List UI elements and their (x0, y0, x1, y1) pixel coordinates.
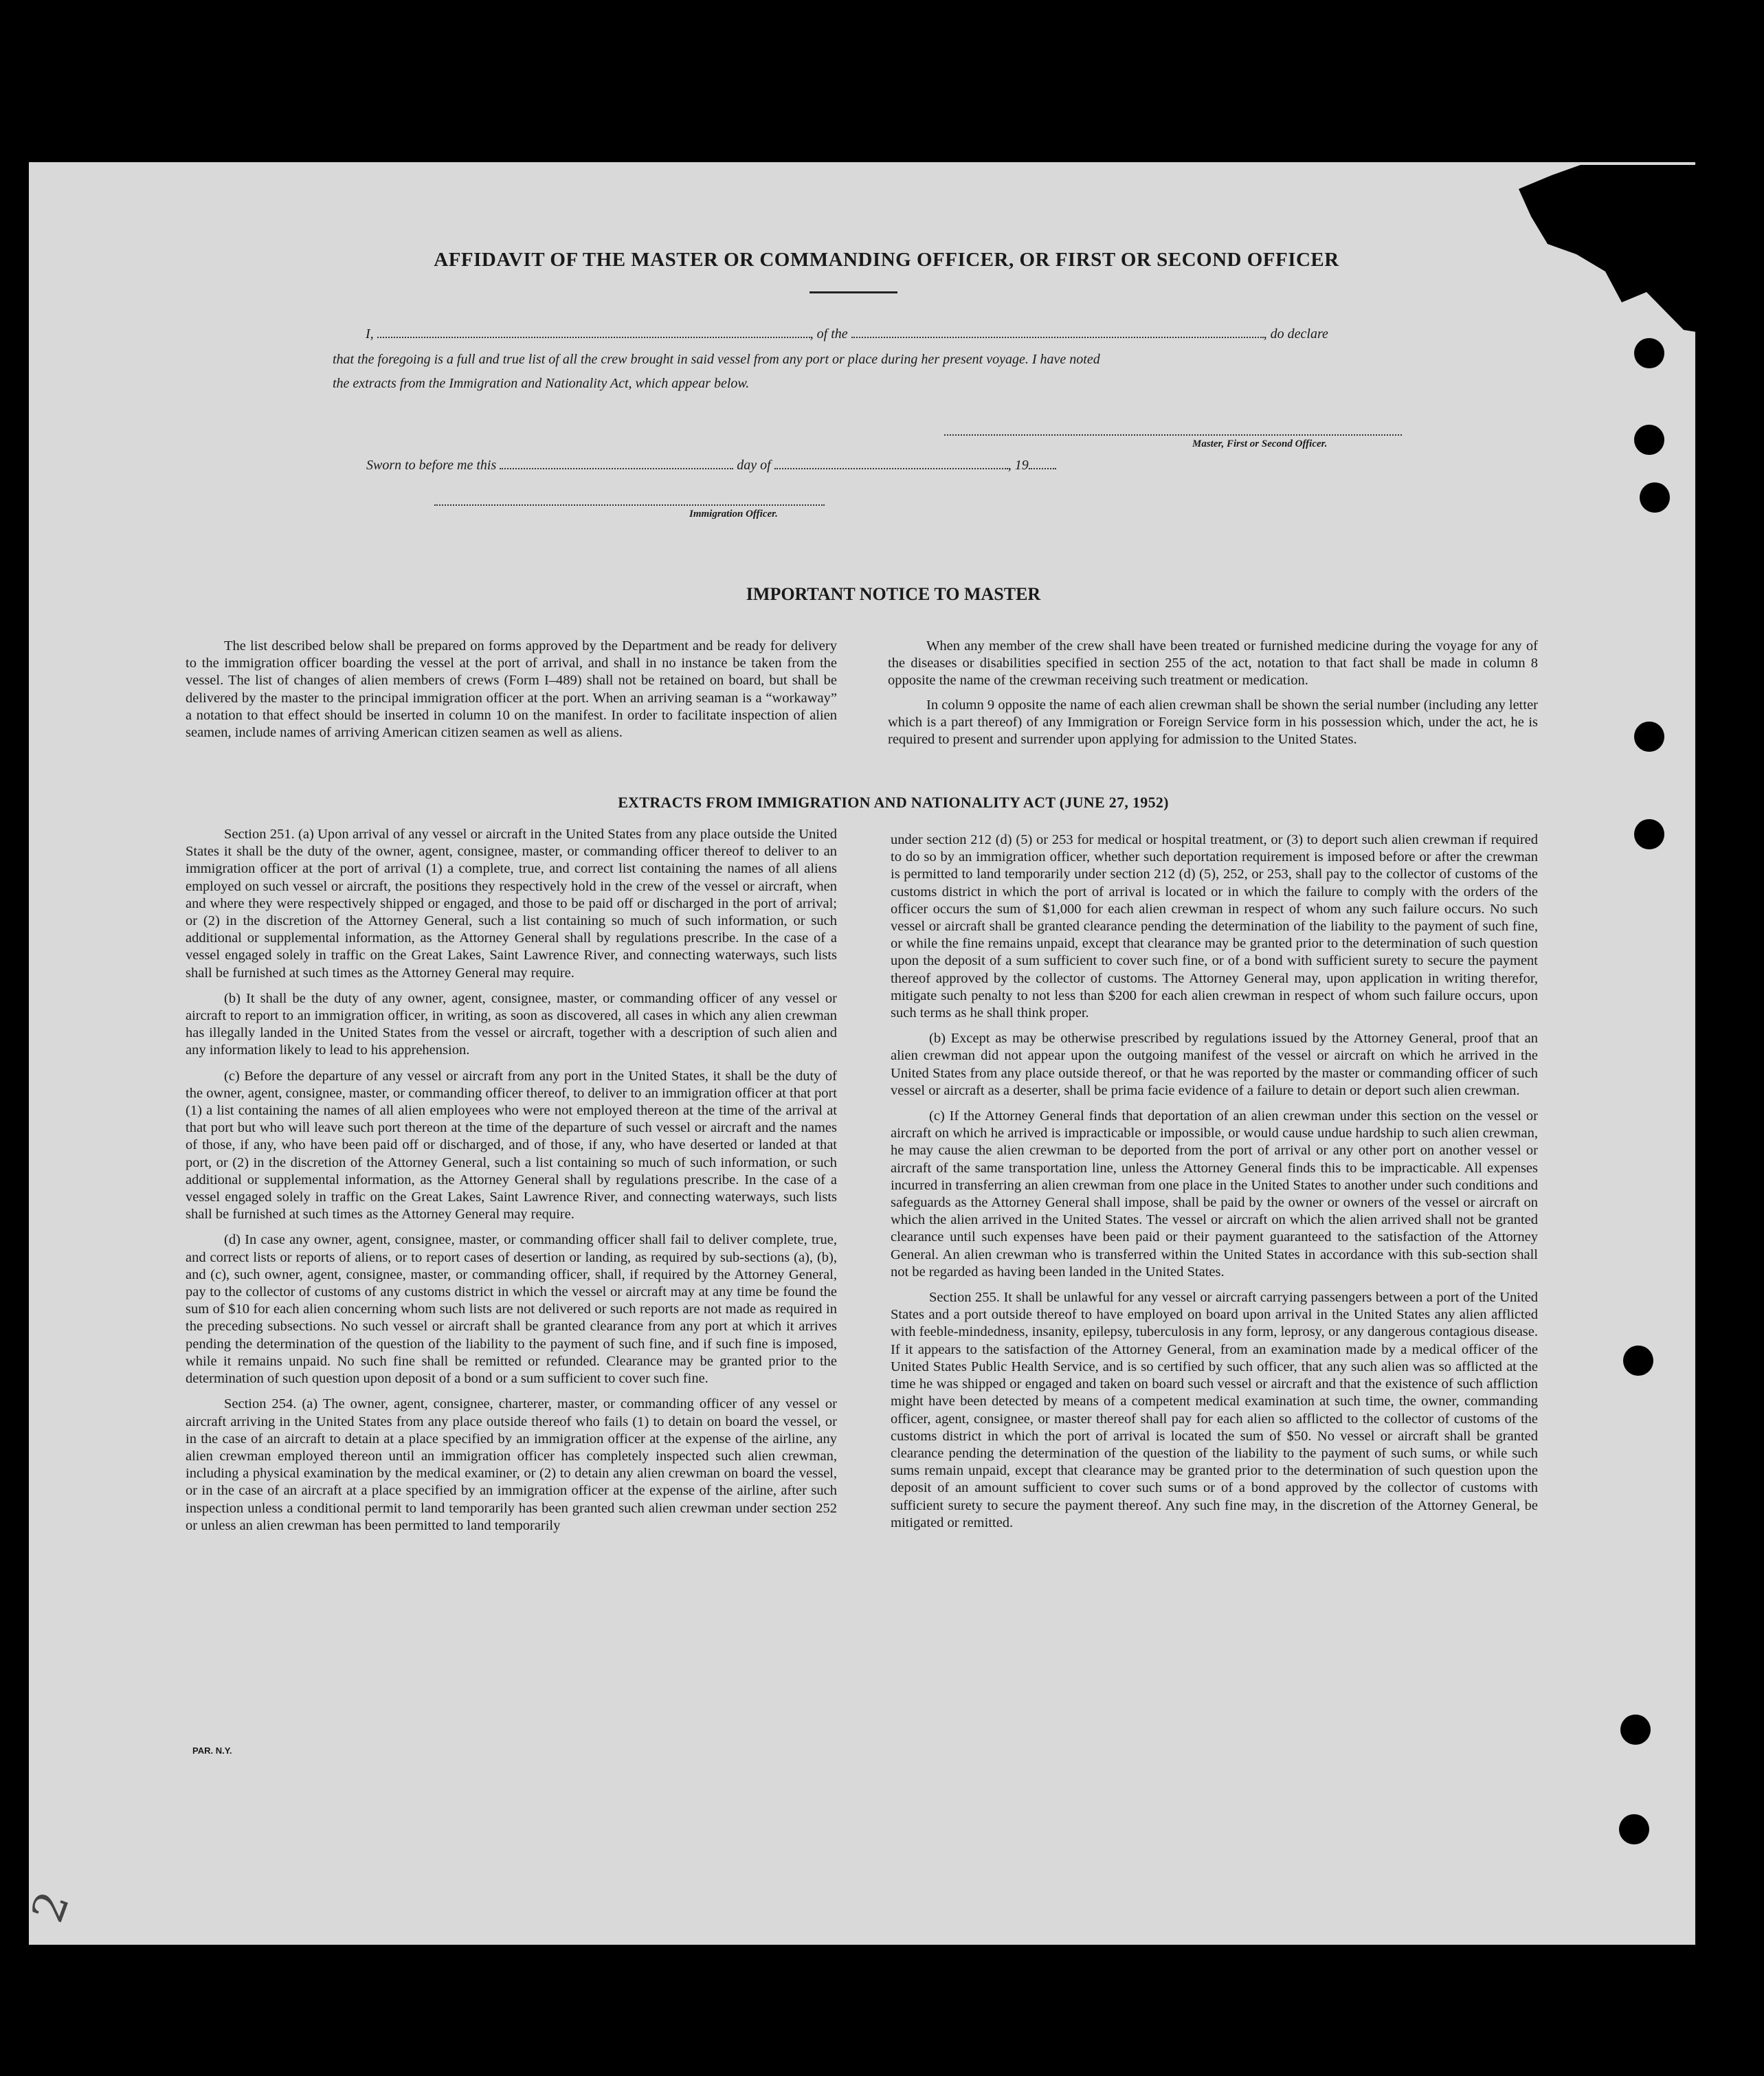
sworn-month-field[interactable] (774, 457, 1008, 469)
notice-paragraph: In column 9 opposite the name of each alien crewman shall be shown the serial number (including any letter which is a part thereof) of any Immigration or Foreign Service form in his possession which, under the act, he is required to present and surrender upon applying for admission to the United States. (888, 697, 1538, 748)
declaration-line-3: the extracts from the Immigration and Nationality Act, which appear below. (333, 376, 750, 391)
punch-hole (1634, 722, 1664, 752)
notice-paragraph: When any member of the crew shall have been treated or furnished medicine during the voyage for any of the diseases or disabilities specified in section 255 of the act, notation to that fact shall be made in column 8 opposite the name of the crewman receiving such treatment or medication. (888, 638, 1538, 689)
punch-hole (1634, 338, 1664, 368)
name-field[interactable] (377, 326, 810, 338)
section-paragraph: Section 255. It shall be unlawful for any vessel or aircraft carrying passengers between a port of the United States and a port outside thereof to have employed on board upon arrival in the United States any alien afflicted with feeble-mindedness, insanity, epilepsy, tuberculosis in any form, leprosy, or any dangerous contagious disease. If it appears to the satisfaction of the Attorney General, from an examination made by a medical officer of the United States Public Health Service, and is so certified by such officer, that any such alien was so afflicted at the time he was shipped or engaged and taken on board such vessel or aircraft and that the existence of such affliction might have been detected by means of a competent medical examination at such time, the owner, commanding officer, agent, consignee, or master thereof shall pay for each alien so afflicted to the collector of customs of the customs district in which the port of arrival is located the sum of $50. No vessel or aircraft shall be granted clearance pending the determination of the question of the liability to the payment of such sums, or while such sums remain unpaid, except that clearance may be granted prior to the determination of such question upon the deposit of an amount sufficient to cover such sums or of a bond approved by the collector of customs with sufficient surety to secure the payment thereof. Any such fine may, in the discretion of the Attorney General, be mitigated or remitted. (891, 1290, 1538, 1530)
declaration-prefix: I, (366, 326, 374, 342)
notice-right-column (888, 638, 1538, 755)
extracts-left-column (186, 826, 837, 1543)
section-paragraph: (b) Except as may be otherwise prescribed by regulations issued by the Attorney General, proof that an alien crewman did not appear upon the outgoing manifest of the vessel or aircraft on which he arrived in the United States from any place outside thereof, or that he was reported by the master or commanding officer of such vessel or aircraft as a deserter, shall be prima facie evidence of a failure to detain or deport such alien crewman. (891, 1031, 1538, 1098)
section-paragraph: (c) If the Attorney General finds that deportation of an alien crewman under this section on the vessel or aircraft on which he arrived is impracticable or impossible, or would cause undue hardship to such alien crewman, he may cause the alien crewman to be deported from the port of arrival or any other port on another vessel or aircraft of the same transportation line, unless the Attorney General finds this to be impracticable. All expenses incurred in transferring an alien crewman from one place in the United States to another under such conditions and safeguards as the Attorney General shall impose, shall be paid by the owner or owners of the vessel or aircraft on which the alien arrived in the United States. The vessel or aircraft on which the alien arrived shall not be granted clearance until such expenses have been paid or their payment guaranteed to the satisfaction of the Attorney General. An alien crewman who is transferred within the United States in accordance with this sub-section shall not be regarded as having been landed in the United States. (891, 1108, 1538, 1280)
master-signature-field[interactable] (944, 434, 1402, 436)
handwritten-mark: 2 (22, 1885, 80, 1929)
extracts-right-column (891, 831, 1538, 1540)
affidavit-title: AFFIDAVIT OF THE MASTER OR COMMANDING OFFICER, OR FIRST OR SECOND OFFICER (434, 249, 1339, 271)
notice-title: IMPORTANT NOTICE TO MASTER (746, 584, 1041, 604)
section-paragraph: Section 251. (a) Upon arrival of any vessel or aircraft in the United States from any place outside the United States it shall be the duty of the owner, agent, consignee, master, or commanding officer thereof to deliver to an immigration officer at the port of arrival (1) a complete, true, and correct list containing the names of all aliens employed on such vessel or aircraft, the positions they respectively hold in the crew of the vessel or aircraft, when and where they were respectively shipped or engaged, and those to be paid off or discharged in the port of arrival; or (2) in the discretion of the Attorney General, such a list containing so much of such information, or such additional or supplemental information, as the Attorney General shall by regulations prescribe. In the case of a vessel engaged solely in traffic on the Great Lakes, Saint Lawrence River, and connecting waterways, such lists shall be furnished at such times as the Attorney General may require. (186, 827, 837, 981)
section-paragraph: under section 212 (d) (5) or 253 for medical or hospital treatment, or (3) to deport such alien crewman if required to do so by an immigration officer, whether such deportation requirement is imposed before or after the crewman is permitted to land temporarily under section 212 (d) (5), 252, or 253, shall pay to the collector of customs of the customs district in which the port of arrival is located or in which the failure to comply with the orders of the officer occurs the sum of $1,000 for each alien crewman in respect of whom any such failure occurs. No such vessel or aircraft shall be granted clearance pending the determination of the liability to the payment of such fine, or while the fine remains unpaid, except that clearance may be granted prior to the determination of such question upon the deposit of a sum sufficient to cover such fine, or of a bond with sufficient surety to secure the payment thereof approved by the collector of customs. The Attorney General may, upon application in writing therefor, mitigate such penalty to not less than $200 for each alien crewman in respect of whom such failure occurs, upon such terms as he shall think proper. (891, 832, 1538, 1021)
declaration-suffix: , do declare (1263, 326, 1328, 342)
title-rule (810, 291, 897, 293)
declaration-mid: , of the (810, 326, 848, 342)
officer-signature-field[interactable] (434, 504, 825, 506)
sworn-year-field[interactable] (1029, 457, 1056, 469)
section-paragraph: (d) In case any owner, agent, consignee, master, or commanding officer shall fail to deliver complete, true, and correct lists or reports of aliens, or to report cases of desertion or landing, as required by sub-sections (a), (b), and (c), such owner, agent, consignee, master, or commanding officer, shall, if required by the Attorney General, pay to the collector of customs of any customs district in which the vessel or aircraft may at any time be found the sum of $10 for each alien concerning whom such lists are not delivered or such reports are not made as required in the preceding subsections. No such vessel or aircraft shall be granted clearance from any port at which it arrives pending the determination of the question of the liability to the payment of such fine, and if such fine is imposed, while it remains unpaid. No such fine shall be remitted or refunded. Clearance may be granted prior to the determination of such question upon deposit of a bond or a sum sufficient to cover such fine. (186, 1232, 837, 1387)
declaration-line-2: that the foregoing is a full and true list of all the crew brought in said vessel from any port or place during her present voyage. I have noted (333, 352, 1100, 367)
sworn-line (366, 457, 1056, 473)
punch-hole (1634, 819, 1664, 849)
punch-hole (1620, 1715, 1651, 1745)
punch-hole (1623, 1346, 1653, 1376)
punch-hole (1640, 482, 1670, 513)
printer-mark: PAR. N.Y. (192, 1745, 232, 1756)
notice-paragraph: The list described below shall be prepared on forms approved by the Department and be ready for delivery to the immigration officer boarding the vessel at the port of arrival, and shall in no instance be taken from the vessel. The list of changes of alien members of crews (Form I–489) shall not be retained on board, but shall be delivered by the master to the principal immigration officer at the port. When an arriving seaman is a “workaway” a notation to that effect should be inserted in column 10 on the manifest. In order to facilitate inspection of alien seamen, include names of arriving American citizen seamen as well as aliens. (186, 638, 837, 741)
master-caption: Master, First or Second Officer. (1192, 438, 1328, 449)
section-paragraph: (c) Before the departure of any vessel or aircraft from any port in the United States, it shall be the duty of the owner, agent, consignee, master, or commanding officer thereof, to deliver to an immigration officer at that port (1) a list containing the names of all alien employees who were not employed thereon at the time of the arrival at that port but who will leave such port thereon at the time of the departure of such vessel or aircraft and the names of those, if any, who have been paid off or discharged, and of those, if any, who have deserted or landed at that port, or (2) in the discretion of the Attorney General, such a list containing so much of such information, or such additional or supplemental information, as the Attorney General shall by regulations prescribe. In the case of a vessel engaged solely in traffic on the Great Lakes, Saint Lawrence River, and connecting waterways, such lists shall be furnished at such times as the Attorney General may require. (186, 1068, 837, 1223)
punch-hole (1634, 425, 1664, 455)
extracts-title: EXTRACTS FROM IMMIGRATION AND NATIONALITY ACT (JUNE 27, 1952) (618, 794, 1169, 811)
notice-left-column (186, 638, 837, 748)
officer-caption: Immigration Officer. (689, 509, 778, 520)
vessel-field[interactable] (851, 326, 1264, 338)
section-paragraph: Section 254. (a) The owner, agent, consignee, charterer, master, or commanding officer of any vessel or aircraft arriving in the United States from any place outside thereof who fails (1) to detain on board the vessel, or in the case of an aircraft to detain at a place specified by an immigration officer at the expense of the airline, any alien crewman employed thereon until an immigration officer has completely inspected such alien crewman, including a physical examination by the medical examiner, or (2) to detain any alien crewman on board the vessel, or in the case of an aircraft at a place specified by an immigration officer at the expense of the airline, after such inspection unless a conditional permit to land temporarily has been granted such alien crewman under section 252 or unless an alien crewman has been permitted to land temporarily (186, 1396, 837, 1533)
sworn-day-field[interactable] (500, 457, 733, 469)
sworn-year-label: , 19 (1007, 458, 1029, 473)
sworn-day-label: day of (737, 458, 771, 473)
declaration-line-1 (366, 326, 1328, 342)
section-paragraph: (b) It shall be the duty of any owner, agent, consignee, master, or commanding officer of any vessel or aircraft to report to an immigration officer, in writing, as soon as discovered, all cases in which any alien crewman has illegally landed in the United States from the vessel or aircraft, together with a description of such alien and any information likely to lead to his apprehension. (186, 990, 837, 1058)
sworn-prefix: Sworn to before me this (366, 458, 497, 473)
punch-hole (1619, 1814, 1649, 1844)
